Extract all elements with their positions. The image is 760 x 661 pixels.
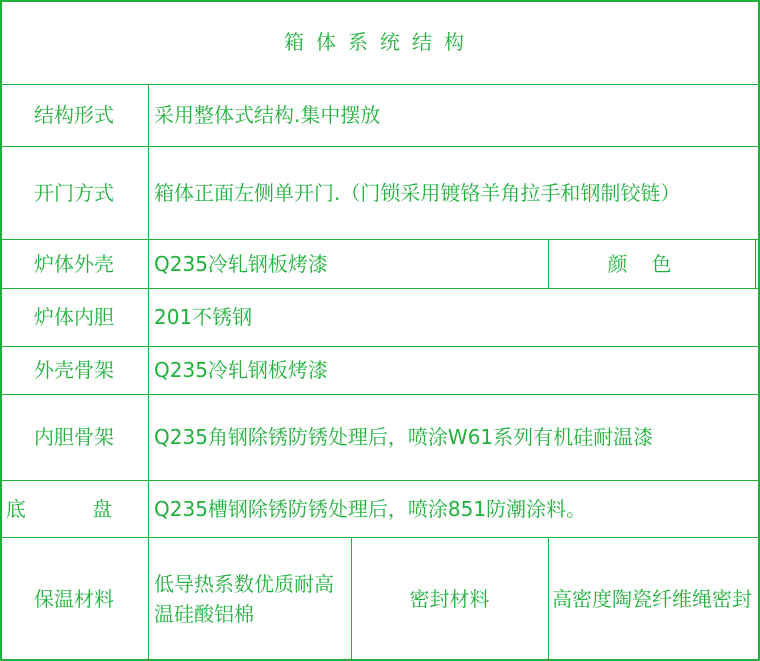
seal-value-cell — [548, 537, 760, 661]
row-label: 内胆骨架 — [34, 425, 114, 449]
row-value: 低导热系数优质耐高温硅酸铝棉 — [154, 572, 334, 626]
row-value-cell — [148, 394, 760, 480]
row-value: 201不锈钢 — [154, 305, 253, 329]
color-label-cell — [548, 239, 755, 288]
table-title-cell — [0, 0, 760, 84]
row-label-cell — [0, 480, 148, 537]
row-value-cell — [148, 346, 760, 394]
row-value: 采用整体式结构.集中摆放 — [154, 103, 381, 127]
row-value: Q235角钢除锈防锈处理后，喷涂W61系列有机硅耐温漆 — [154, 425, 654, 449]
row-value: 箱体正面左侧单开门.（门锁采用镀铬羊角拉手和钢制铰链） — [154, 180, 681, 205]
row-value-cell — [148, 146, 760, 239]
row-label-cell — [0, 346, 148, 394]
row-value: Q235槽钢除锈防锈处理后，喷涂851防潮涂料。 — [154, 496, 587, 521]
color-label: 颜色 — [607, 251, 696, 276]
seal-label: 密封材料 — [409, 587, 490, 611]
row-value-cell — [148, 537, 351, 661]
seal-label-cell — [351, 537, 548, 661]
column-divider — [755, 239, 756, 288]
row-value: Q235冷轧钢板烤漆 — [154, 358, 328, 382]
row-value-cell — [148, 480, 760, 537]
row-value: Q235冷轧钢板烤漆 — [154, 251, 328, 276]
row-label-cell — [0, 239, 148, 288]
row-label-cell — [0, 84, 148, 146]
row-label-cell — [0, 394, 148, 480]
row-label: 结构形式 — [34, 103, 114, 127]
seal-value: 高密度陶瓷纤维绳密封 — [552, 587, 752, 611]
row-label-cell — [0, 288, 148, 346]
row-label: 开门方式 — [34, 180, 114, 205]
row-label: 外壳骨架 — [34, 358, 114, 382]
table-title: 箱体系统结构 — [284, 30, 476, 54]
row-label-cell — [0, 146, 148, 239]
row-value-cell — [148, 239, 548, 288]
row-label: 炉体外壳 — [34, 251, 114, 276]
row-label: 底 盘 — [5, 496, 143, 521]
row-label: 保温材料 — [34, 587, 114, 611]
row-value-cell — [148, 84, 760, 146]
row-value-cell — [148, 288, 760, 346]
row-label-cell — [0, 537, 148, 661]
row-label: 炉体内胆 — [34, 305, 114, 329]
